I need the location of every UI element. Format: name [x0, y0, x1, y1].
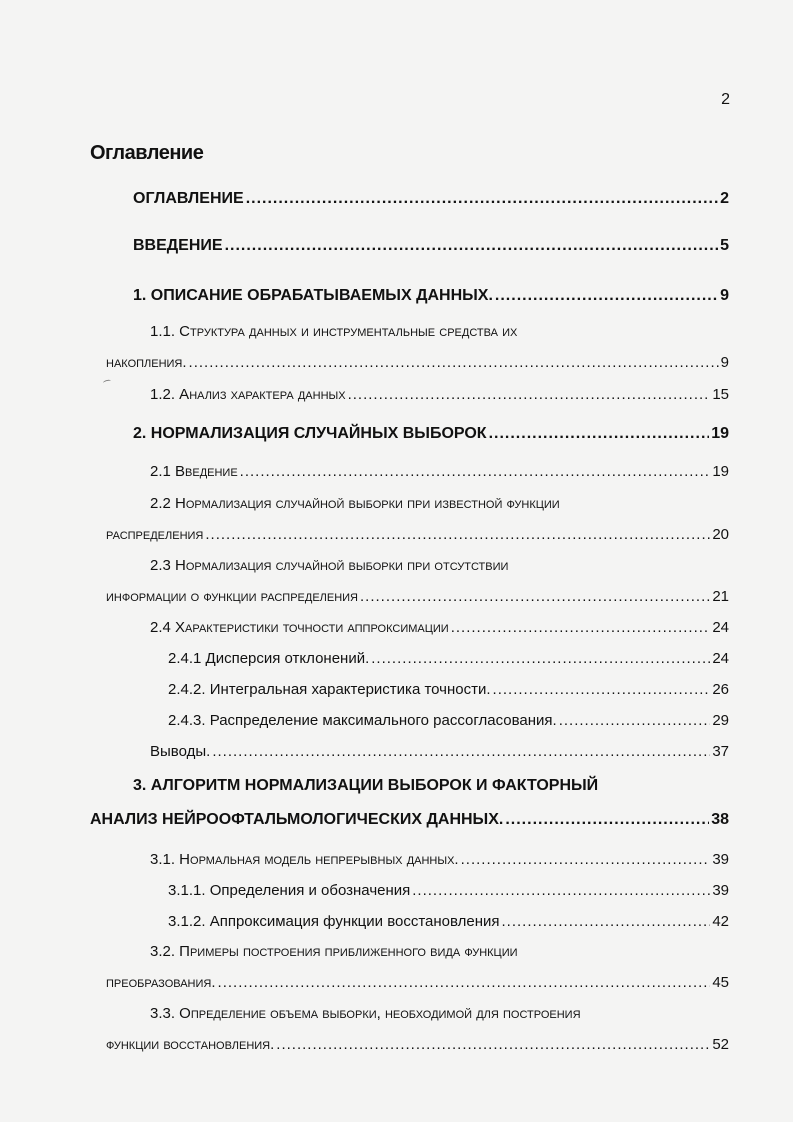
toc-entry-page: 26: [712, 681, 729, 698]
leader-dots: [348, 386, 711, 403]
toc-entry-title: информации о функции распределения: [106, 588, 359, 605]
toc-entry-title: 3.1.2. Аппроксимация функции восстановления: [168, 913, 500, 930]
toc-entry-page: 52: [712, 1036, 729, 1053]
toc-entry-title: 2. НОРМАЛИЗАЦИЯ СЛУЧАЙНЫХ ВЫБОРОК: [133, 425, 487, 442]
page-number: 2: [721, 91, 730, 108]
leader-dots: [493, 681, 711, 698]
leader-dots: [218, 974, 711, 991]
toc-entry-chapter-1[interactable]: [133, 283, 729, 305]
toc-entry-vyvody[interactable]: [150, 738, 729, 760]
toc-entry-2-4-1[interactable]: [168, 645, 729, 667]
leader-dots: [489, 425, 710, 443]
toc-entry-page: 39: [712, 882, 729, 899]
leader-dots: [225, 237, 719, 255]
leader-dots: [505, 811, 709, 829]
leader-dots: [451, 619, 711, 636]
toc-entry-title: 2.4.3. Распределение максимального рассогласования.: [168, 712, 557, 729]
toc-entry-title: ВВЕДЕНИЕ: [133, 237, 223, 254]
toc-entry-page: 19: [712, 463, 729, 480]
toc-entry-1-1-line1[interactable]: 1.1. Структура данных и инструментальные средства их: [150, 323, 518, 340]
leader-dots: [246, 190, 718, 208]
leader-dots: [360, 588, 710, 605]
toc-entry-3-3-line1[interactable]: 3.3. Определение объема выборки, необходимой для построения: [150, 1005, 581, 1022]
toc-entry-2-1[interactable]: [150, 458, 729, 480]
toc-entry-1-2[interactable]: [150, 381, 729, 403]
toc-entry-2-3[interactable]: [106, 583, 729, 605]
toc-entry-page: 15: [712, 386, 729, 403]
toc-entry-title: ОГЛАВЛЕНИЕ: [133, 190, 244, 207]
leader-dots: [495, 287, 718, 305]
toc-entry-3-1-2[interactable]: [168, 908, 729, 930]
leader-dots: [189, 354, 719, 371]
leader-dots: [276, 1036, 710, 1053]
toc-entry-page: 19: [711, 425, 729, 442]
toc-entry-title: Выводы.: [150, 743, 211, 760]
toc-entry-oglavlenie[interactable]: [133, 186, 729, 208]
toc-entry-3-3[interactable]: [106, 1031, 729, 1053]
toc-entry-1-1[interactable]: [106, 349, 729, 371]
toc-entry-2-2-line1[interactable]: 2.2 Нормализация случайной выборки при известной функции: [150, 495, 560, 512]
toc-entry-page: 29: [712, 712, 729, 729]
toc-entry-title: 1. ОПИСАНИЕ ОБРАБАТЫВАЕМЫХ ДАННЫХ.: [133, 287, 493, 304]
toc-entry-page: 2: [720, 190, 729, 207]
leader-dots: [212, 743, 710, 760]
toc-entry-page: 5: [720, 237, 729, 254]
toc-entry-page: 39: [712, 851, 729, 868]
leader-dots: [205, 526, 710, 543]
toc-entry-3-1[interactable]: [150, 846, 729, 868]
toc-entry-title: 2.4.2. Интегральная характеристика точности.: [168, 681, 491, 698]
toc-entry-page: 38: [711, 811, 729, 828]
scan-smudge: [103, 379, 112, 385]
toc-entry-2-3-line1[interactable]: 2.3 Нормализация случайной выборки при отсутствии: [150, 557, 509, 574]
leader-dots: [240, 463, 711, 480]
toc-entry-chapter-3[interactable]: [90, 807, 729, 829]
toc-entry-chapter-3-line1[interactable]: 3. АЛГОРИТМ НОРМАЛИЗАЦИИ ВЫБОРОК И ФАКТОРНЫЙ: [133, 777, 599, 794]
toc-entry-title: АНАЛИЗ НЕЙРООФТАЛЬМОЛОГИЧЕСКИХ ДАННЫХ.: [90, 811, 504, 828]
toc-entry-page: 9: [720, 354, 729, 371]
toc-entry-page: 37: [712, 743, 729, 760]
toc-entry-2-4[interactable]: [150, 614, 729, 636]
toc-entry-title: 2.4 Характеристики точности аппроксимации: [150, 619, 449, 636]
leader-dots: [412, 882, 710, 899]
toc-entry-page: 24: [712, 650, 729, 667]
toc-entry-title: 3.1. Нормальная модель непрерывных данных.: [150, 851, 459, 868]
toc-entry-page: 20: [712, 526, 729, 543]
toc-entry-title: распределения: [106, 526, 204, 543]
toc-entry-page: 21: [712, 588, 729, 605]
leader-dots: [559, 712, 711, 729]
toc-entry-page: 45: [712, 974, 729, 991]
toc-entry-3-2[interactable]: [106, 969, 729, 991]
toc-entry-title: функции восстановления.: [106, 1036, 275, 1053]
leader-dots: [461, 851, 711, 868]
toc-entry-title: 1.2. Анализ характера данных: [150, 386, 346, 403]
toc-entry-page: 24: [712, 619, 729, 636]
leader-dots: [502, 913, 711, 930]
toc-entry-chapter-2[interactable]: [133, 421, 729, 443]
toc-entry-vvedenie[interactable]: [133, 233, 729, 255]
toc-entry-page: 42: [712, 913, 729, 930]
toc-entry-title: 2.4.1 Дисперсия отклонений.: [168, 650, 370, 667]
leader-dots: [371, 650, 710, 667]
toc-entry-title: 3.1.1. Определения и обозначения: [168, 882, 411, 899]
toc-entry-2-4-3[interactable]: [168, 707, 729, 729]
toc-entry-title: накопления.: [106, 354, 187, 371]
toc-entry-2-2[interactable]: [106, 521, 729, 543]
toc-entry-title: преобразования.: [106, 974, 216, 991]
toc-entry-page: 9: [720, 287, 729, 304]
toc-entry-3-1-1[interactable]: [168, 877, 729, 899]
page-title: Оглавление: [90, 142, 204, 164]
toc-entry-3-2-line1[interactable]: 3.2. Примеры построения приближенного вида функции: [150, 943, 518, 960]
toc-entry-2-4-2[interactable]: [168, 676, 729, 698]
toc-entry-title: 2.1 Введение: [150, 463, 238, 480]
